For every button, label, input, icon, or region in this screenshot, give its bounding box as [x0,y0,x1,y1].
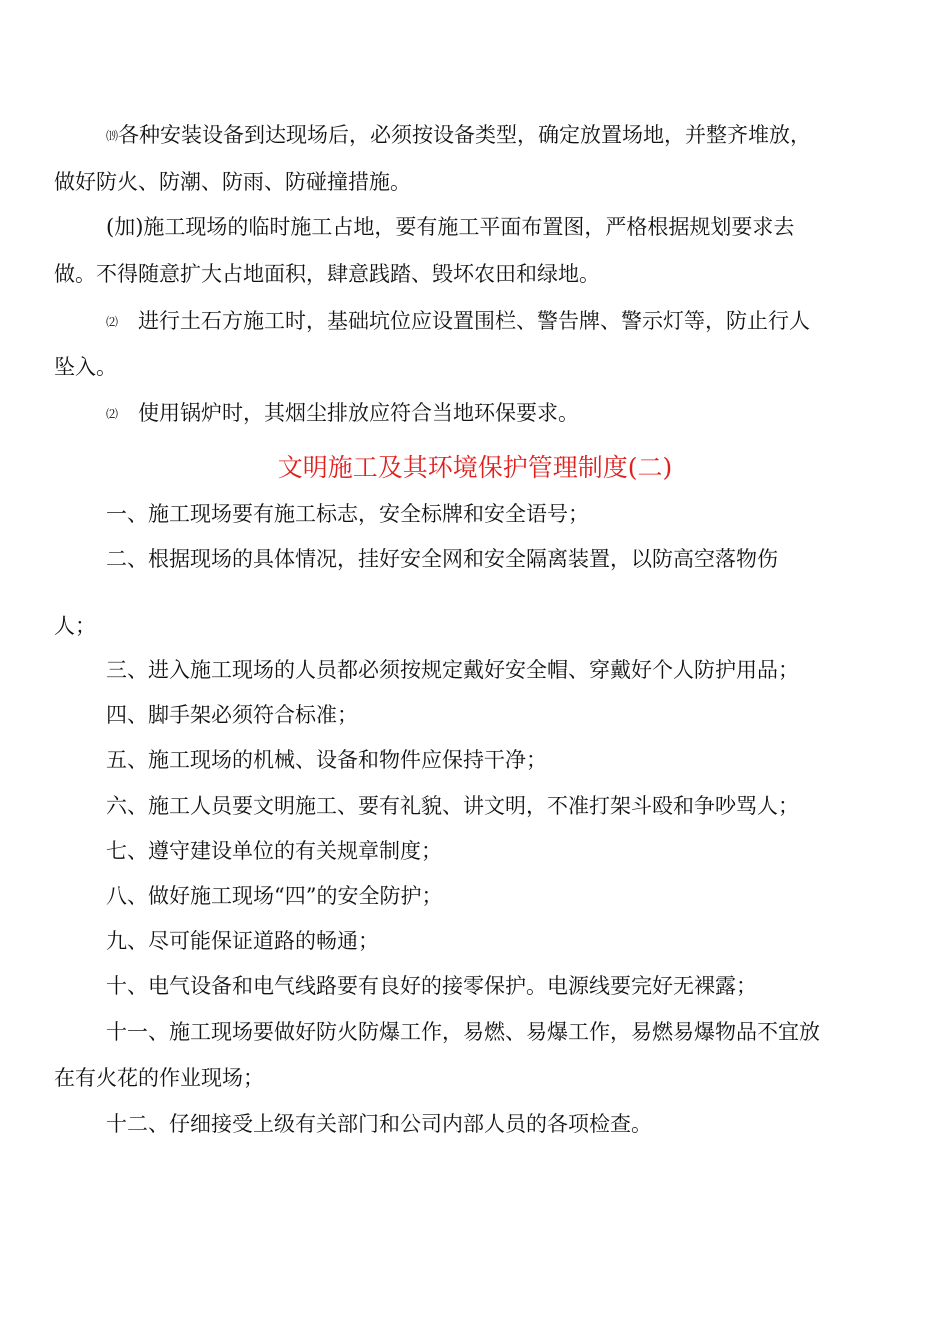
rule-8: 八、做好施工现场“四”的安全防护； [106,884,443,908]
section-title: 文明施工及其环境保护管理制度(二) [277,453,673,482]
rule-2: 二、根据现场的具体情况，挂好安全网和安全隔离装置，以防高空落物伤 [106,547,778,571]
rule-3: 三、进入施工现场的人员都必须按规定戴好安全帽、穿戴好个人防护用品； [106,658,799,682]
item-21-line-1 [106,307,810,336]
item-21-line-2: 坠入。 [54,355,117,379]
rule-6: 六、施工人员要文明施工、要有礼貌、讲文明，不准打架斗殴和争吵骂人； [106,794,799,818]
item-19-line-2: 做好防火、防潮、防雨、防碰撞措施。 [54,170,411,194]
item-number: ⑵ [106,407,119,421]
rule-1: 一、施工现场要有施工标志，安全标牌和安全语号； [106,502,589,526]
item-text: 使用锅炉时，其烟尘排放应符合当地环保要求。 [138,401,580,425]
item-20-line-1: (加)施工现场的临时施工占地，要有施工平面布置图，严格根据规划要求去 [106,215,795,239]
rule-2-continued: 人； [54,614,96,638]
rule-4: 四、脚手架必须符合标准； [106,703,358,727]
rule-10: 十、电气设备和电气线路要有良好的接零保护。电源线要完好无裸露； [106,974,757,998]
item-22-line-1 [106,399,579,428]
item-19-line-1 [106,121,811,150]
rule-11-continued: 在有火花的作业现场； [54,1066,264,1090]
item-20-line-2: 做。不得随意扩大占地面积，肆意践踏、毁坏农田和绿地。 [54,262,600,286]
item-text: 进行土石方施工时，基础坑位应设置围栏、警告牌、警示灯等，防止行人 [138,309,811,333]
rule-11: 十一、施工现场要做好防火防爆工作，易燃、易爆工作，易燃易爆物品不宜放 [106,1020,820,1044]
rule-9: 九、尽可能保证道路的畅通； [106,929,379,953]
item-text: 各种安装设备到达现场后，必须按设备类型，确定放置场地，并整齐堆放， [118,123,812,147]
rule-5: 五、施工现场的机械、设备和物件应保持干净； [106,748,547,772]
item-number: ⑵ [106,315,119,329]
rule-12: 十二、仔细接受上级有关部门和公司内部人员的各项检查。 [106,1112,652,1136]
rule-7: 七、遵守建设单位的有关规章制度； [106,839,442,863]
item-number: ⒆ [106,129,119,143]
